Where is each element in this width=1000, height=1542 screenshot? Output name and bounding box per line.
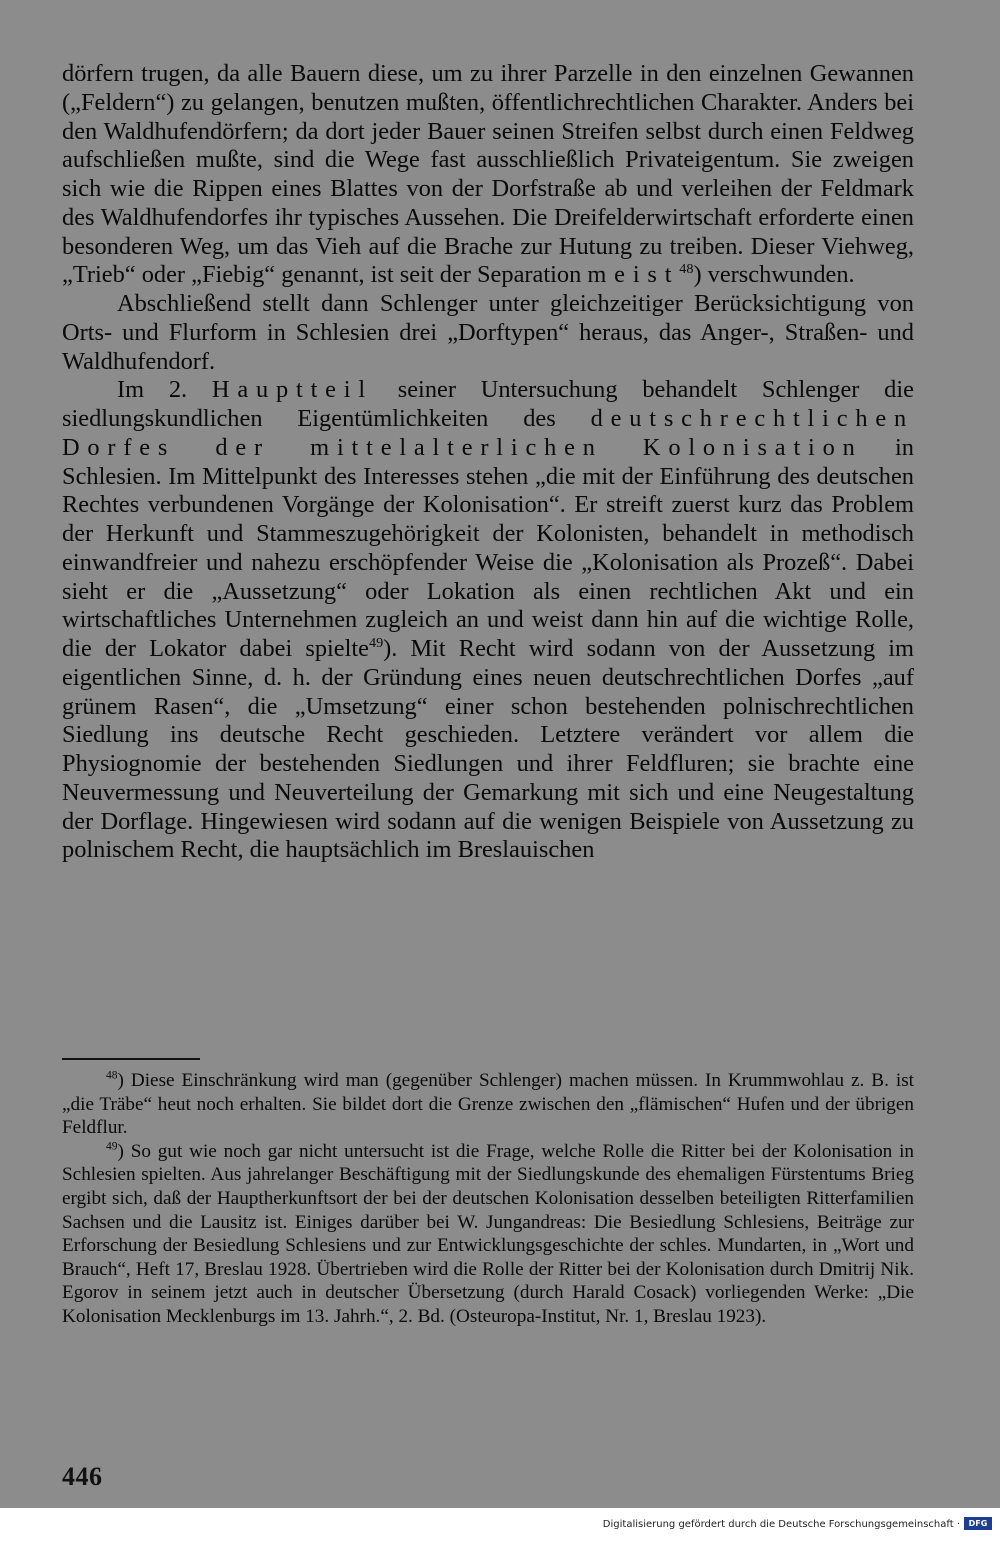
spaced-emphasis: meist: [587, 261, 680, 289]
spaced-emphasis: Hauptteil: [211, 376, 373, 404]
page-number: 446: [62, 1462, 103, 1491]
paragraph-3-start: Im 2.: [117, 376, 188, 404]
footnote-number: 49: [106, 1140, 118, 1153]
footnotes: [62, 1069, 914, 1329]
spaced-emphasis: deutschrechtlichen Dorfes der mittelalterlichen Kolonisation: [62, 405, 914, 461]
footnote-49: [62, 1140, 914, 1329]
paragraph-3-text: seiner Untersuchung behandelt Schlenger die siedlungskundlichen Eigentümlichkeiten des: [62, 376, 914, 432]
paragraph-3: [62, 376, 914, 865]
paragraph-1: [62, 60, 914, 290]
dfg-logo-icon: DFG: [964, 1517, 992, 1530]
footnote-48: [62, 1069, 914, 1140]
footnote-ref-49: 49: [369, 634, 384, 651]
paragraph-1-text: dörfern trugen, da alle Bauern diese, um zu ihrer Parzelle in den einzelnen Gewannen („Feldern“) zu gelangen, benutzen mußten, öffentlichrechtlichen Charakter. Anders bei den Waldhufendörfern; da dort jeder Bauer seinen Streifen selbst durch einen Feldweg aufschließen mußte, sind die Wege fast ausschließlich Privateigentum. Sie zweigen sich wie die Rippen eines Blattes von der Dorfstraße ab und verleihen der Feldmark des Waldhufendorfes ihr typisches Aussehen. Die Dreifelderwirtschaft erforderte einen besonderen Weg, um das Vieh auf die Brache zur Hutung zu treiben. Dieser Viehweg, „Trieb“ oder „Fiebig“ genannt, ist seit der Separation: [62, 60, 914, 289]
footnote-separator: [62, 1058, 200, 1060]
footnote-text: ) Diese Einschränkung wird man (gegenüber Schlenger) machen müssen. In Krummwohlau z. B. ist „die Träbe“ heut noch erhalten. Sie bildet dort die Grenze zwischen den „flämischen“ Hufen und der übrigen Feldflur.: [62, 1070, 914, 1139]
paragraph-3-end: ). Mit Recht wird sodann von der Aussetzung im eigentlichen Sinne, d. h. der Gründung eines neuen deutschrechtlichen Dorfes „auf grünem Rasen“, die „Umsetzung“ einer schon bestehenden polnischrechtlichen Siedlung ins deutsche Recht geschieden. Letztere verändert vor allem die Physiognomie der bestehenden Siedlungen und ihrer Feldfluren; sie brachte eine Neuvermessung und Neuverteilung der Gemarkung mit sich und eine Neugestaltung der Dorflage. Hingewiesen wird sodann auf die wenigen Beispiele von Aussetzung zu polnischem Recht, die hauptsächlich im Breslauischen: [62, 635, 914, 864]
footer-bar: [0, 1508, 1000, 1542]
footnote-ref-48: 48: [679, 261, 694, 278]
digitization-credit: Digitalisierung gefördert durch die Deutsche Forschungsgemeinschaft ·: [602, 1519, 960, 1530]
footnote-number: 48: [106, 1069, 118, 1082]
paragraph-2: Abschließend stellt dann Schlenger unter gleichzeitiger Berücksichtigung von Orts- und Flurform in Schlesien drei „Dorftypen“ heraus, das Anger-, Straßen- und Waldhufendorf.: [62, 290, 914, 375]
paragraph-3-text: in Schlesien. Im Mittelpunkt des Interesses stehen „die mit der Einführung des deutschen Rechtes verbundenen Vorgänge der Kolonisation“. Er streift zuerst kurz das Problem der Herkunft und Stammeszugehörigkeit der Kolonisten, behandelt in methodisch einwandfreier und nahezu erschöpfender Weise die „Kolonisation als Prozeß“. Dabei sieht er die „Aussetzung“ oder Lokation als einen rechtlichen Akt und ein wirtschaftliches Unternehmen zugleich an und weist dann hin auf die wichtige Rolle, die der Lokator dabei spielte: [62, 433, 914, 662]
paragraph-1-end: ) verschwunden.: [693, 261, 855, 289]
main-text: [62, 60, 914, 865]
footnote-text: ) So gut wie noch gar nicht untersucht ist die Frage, welche Rolle die Ritter bei der Kolonisation in Schlesien spielten. Aus jahrelanger Beschäftigung mit der Siedlungskunde des ehemaligen Fürstentums Brieg ergibt sich, daß der Hauptherkunftsort der bei der deutschen Kolonisation desselben beteiligten Ritterfamilien Sachsen und die Lausitz ist. Einiges darüber bei W. Jungandreas: Die Besiedlung Schlesiens, Beiträge zur Erforschung der Besiedlung Schlesiens und zur Entwicklungsgeschichte der schles. Mundarten, in „Wort und Brauch“, Heft 17, Breslau 1928. Übertrieben wird die Rolle der Ritter bei der Kolonisation durch Dmitrij Nik. Egorov in seinem jetzt auch in deutscher Übersetzung (durch Harald Cosack) vorliegenden Werke: „Die Kolonisation Mecklenburgs im 13. Jahrh.“, 2. Bd. (Osteuropa-Institut, Nr. 1, Breslau 1923).: [62, 1140, 914, 1327]
